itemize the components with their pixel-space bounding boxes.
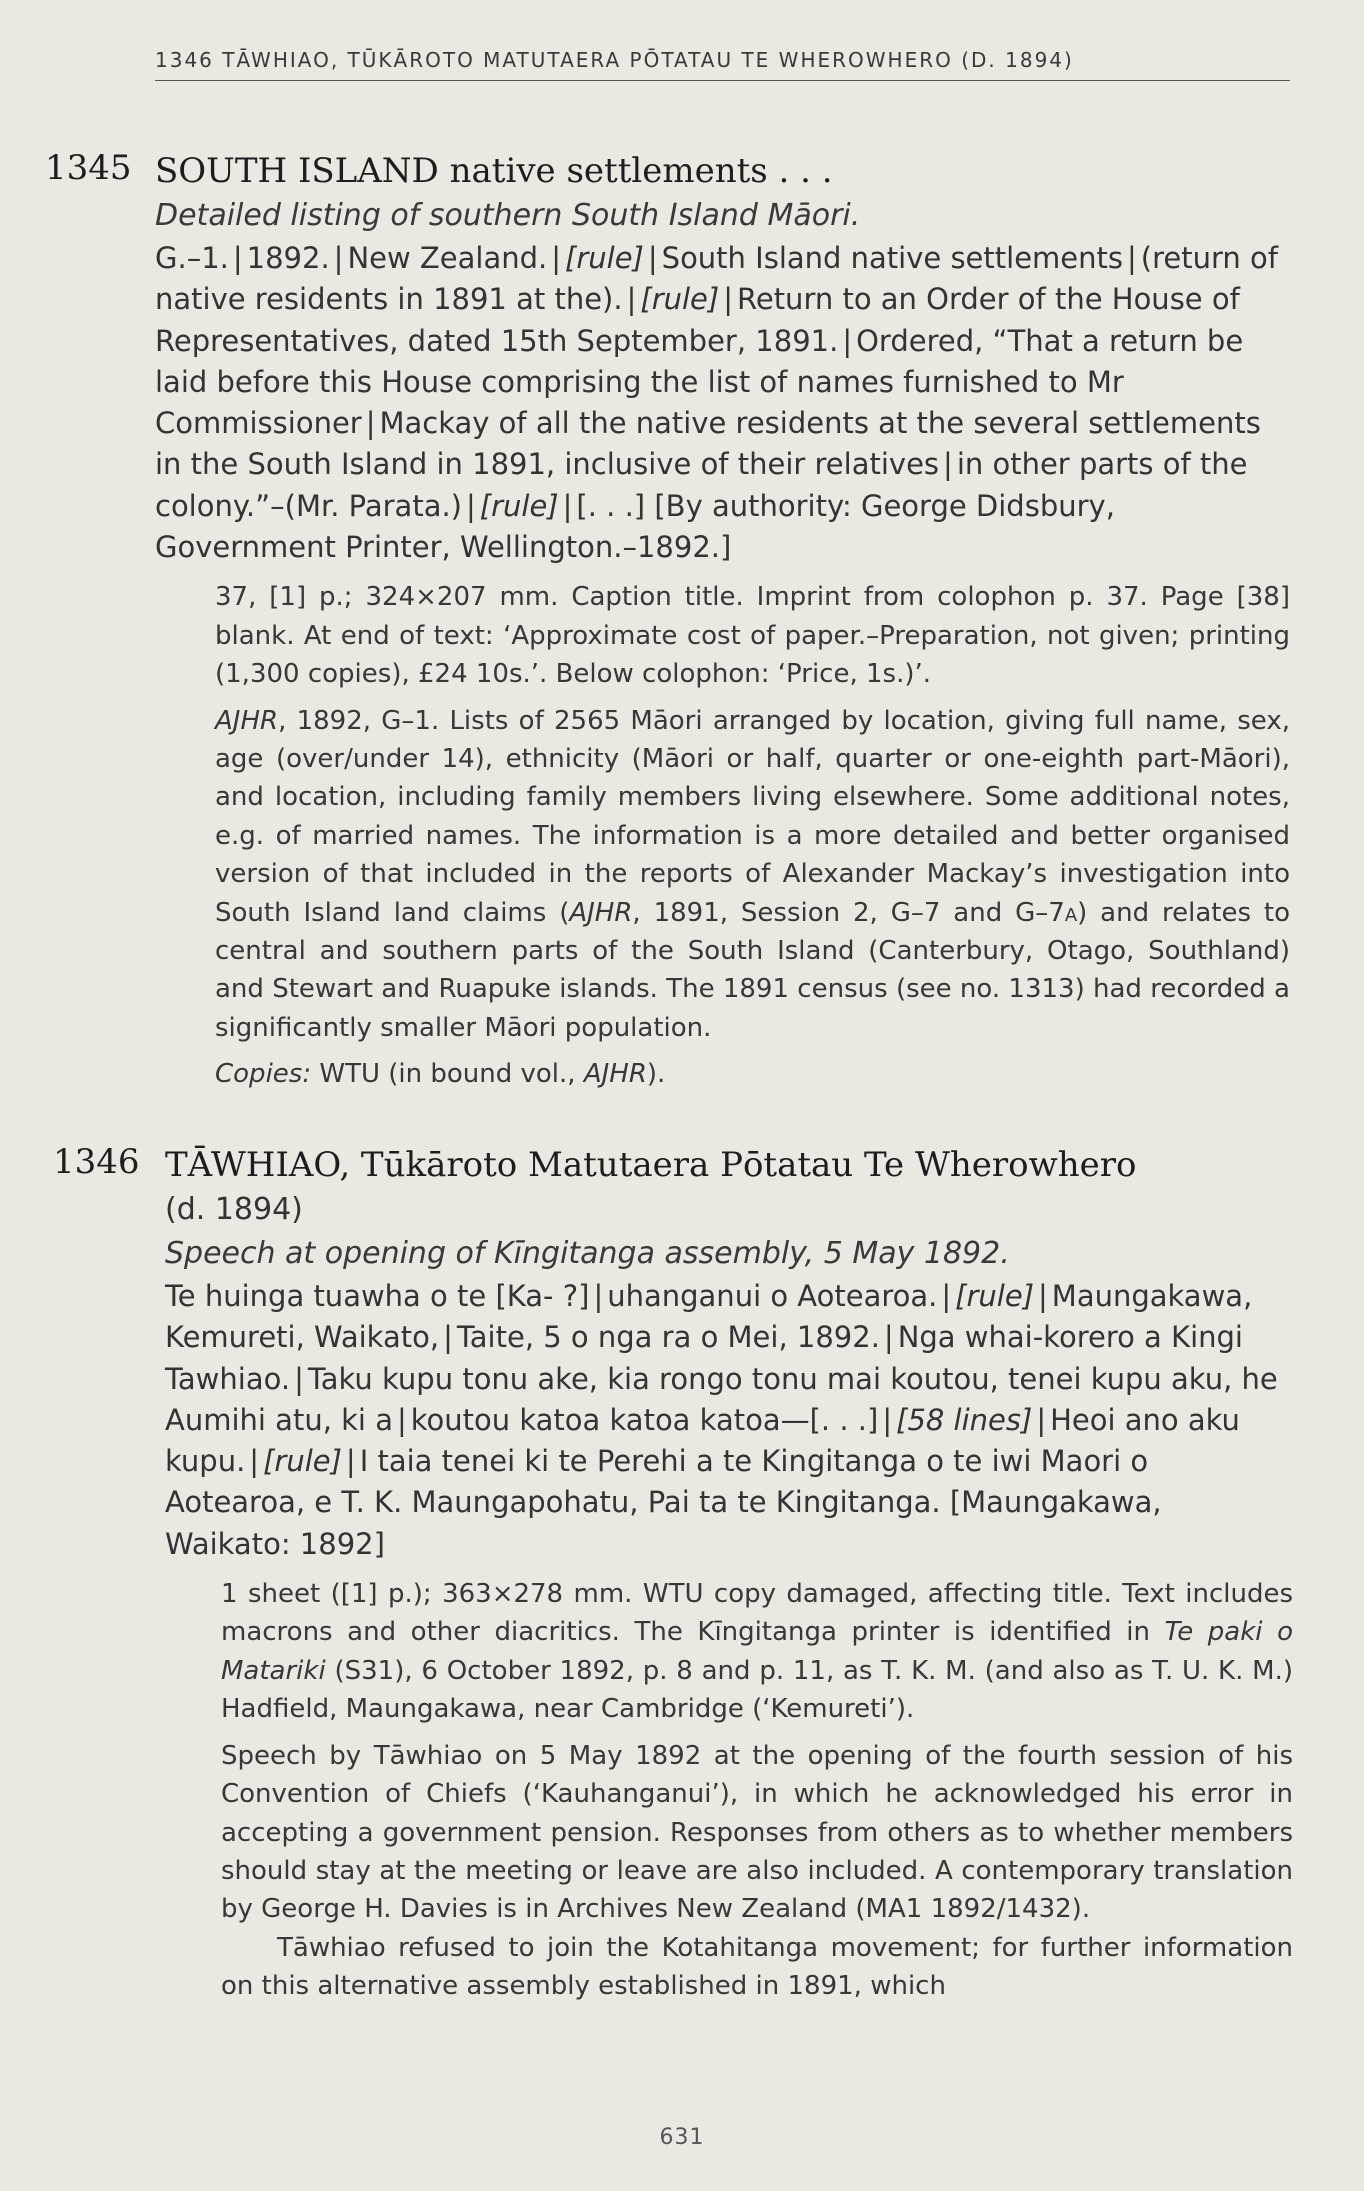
entry-title: TĀWHIAO, Tūkāroto Matutaera Pōtatau Te Wherowhero xyxy=(165,1145,1137,1185)
entry-1346 xyxy=(53,1142,1293,2006)
entry-1345 xyxy=(45,148,1290,1094)
entry-dates: (d. 1894) xyxy=(165,1192,303,1227)
collation-note: 37, [1] p.; 324×207 mm. Caption title. Imprint from colophon p. 37. Page [38] blank. At end of text: ‘Approximate cost of paper.–Preparation, not given; printing (1,300 copies), £24 10s.’. Below colophon: ‘Price, 1s.)’. xyxy=(215,582,1290,690)
collation-note: 1 sheet ([1] p.); 363×278 mm. WTU copy damaged, affecting title. Text includes macrons and other diacritics. The Kīngitanga printer is identified in Te paki o Matariki (S31), 6 October 1892, p. 8 and p. 11, as T. K. M. (and also as T. U. K. M.) Hadfield, Maungakawa, near Cambridge (‘Kemureti’). xyxy=(221,1579,1293,1725)
entry-number: 1345 xyxy=(45,148,132,188)
page-number: 631 xyxy=(659,2125,705,2150)
entry-subtitle: Speech at opening of Kīngitanga assembly, 5 May 1892. xyxy=(165,1236,1010,1271)
description-note: Speech by Tāwhiao on 5 May 1892 at the opening of the fourth session of his Convention of Chiefs (‘Kauhanganui’), in which he acknowledged his error in accepting a government pension. Responses from others as to whether members should stay at the meeting or leave are also included. A contemporary translation by George H. Davies is in Archives New Zealand (MA1 1892/1432). xyxy=(221,1740,1293,1925)
description-note-continued: Tāwhiao refused to join the Kotahitanga movement; for further information on this alternative assembly established in 1891, which xyxy=(221,1932,1293,2002)
entry-number: 1346 xyxy=(53,1142,140,1182)
title-transcription: Te huinga tuawha o te [Ka- ?] | uhanganui o Aotearoa. | [rule] | Maungakawa, Kemureti, Waikato, | Taite, 5 o nga ra o Mei, 1892. | Nga whai-korero a Kingi Tawhiao. | Taku kupu tonu ake, kia rongo tonu mai koutou, tenei kupu aku, he Aumihi atu, ki a | koutou katoa katoa katoa—[. . .] | [58 lines] | Heoi ano aku kupu. | [rule] | I taia tenei ki te Perehi a te Kingitanga o te iwi Maori o Aotearoa, e T. K. Maungapohatu, Pai ta te Kingitanga. [Maungakawa, Waikato: 1892] xyxy=(165,1279,1278,1561)
running-head: 1346 TĀWHIAO, TŪKĀROTO MATUTAERA PŌTATAU TE WHEROWHERO (D. 1894) xyxy=(155,48,1290,81)
copies-note: Copies: WTU (in bound vol., AJHR). xyxy=(215,1059,666,1090)
entry-title: SOUTH ISLAND native settlements . . . xyxy=(155,151,833,191)
description-note: AJHR, 1892, G–1. Lists of 2565 Māori arranged by location, giving full name, sex, age (over/under 14), ethnicity (Māori or half, quarter or one-eighth part-Māori), and location, including family members living elsewhere. Some additional notes, e.g. of married names. The information is a more detailed and better organised version of that included in the reports of Alexander Mackay’s investigation into South Island land claims (AJHR, 1891, Session 2, G–7 and G–7a) and relates to central and southern parts of the South Island (Canterbury, Otago, Southland) and Stewart and Ruapuke islands. The 1891 census (see no. 1313) had recorded a significantly smaller Māori population. xyxy=(215,705,1290,1043)
entry-subtitle: Detailed listing of southern South Island Māori. xyxy=(155,198,861,233)
title-transcription: G.–1. | 1892. | New Zealand. | [rule] | South Island native settlements | (return of native residents in 1891 at the). | [rule] | Return to an Order of the House of Representatives, dated 15th September, 1891. | Ordered, “That a return be laid before this House comprising the list of names furnished to Mr Commissioner | Mackay of all the native residents at the several settlements in the South Island in 1891, inclusive of their relatives | in other parts of the colony.”–(Mr. Parata.) | [rule] | [. . .] [By authority: George Didsbury, Government Printer, Wellington.–1892.] xyxy=(155,241,1278,565)
